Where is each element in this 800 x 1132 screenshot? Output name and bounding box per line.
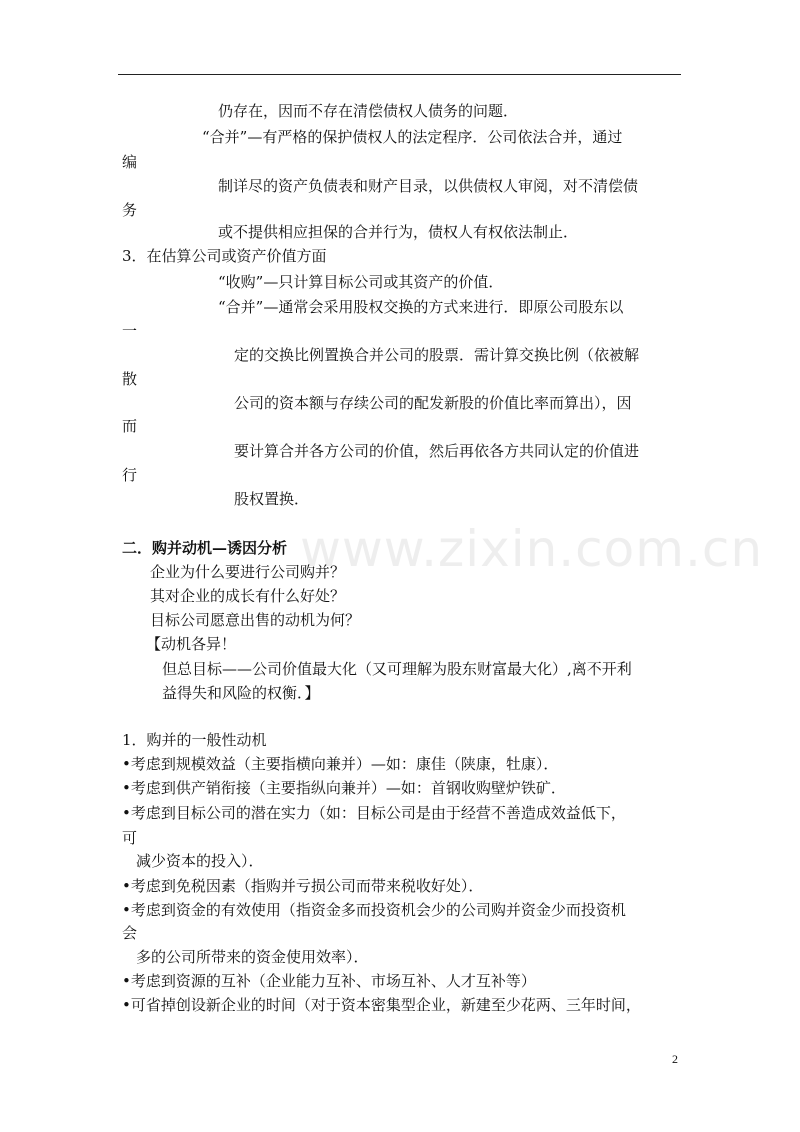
text-line: 股权置换． [234,490,310,508]
text-line: 制详尽的资产负债表和财产目录，以供债权人审阅，对不清偿债 [218,177,639,195]
text-line: 多的公司所带来的资金使用效率）． [136,948,369,966]
text-line: 一 [122,322,138,340]
text-line: 企业为什么要进行公司购并？ [150,563,346,581]
text-line: 编 [122,153,138,171]
text-line: 会 [122,924,138,942]
text-line: 【动机各异！ [146,635,237,653]
list-item: •考虑到供产销衔接（主要指纵向兼并）—如：首钢收购壁炉铁矿． [122,779,566,797]
text-line: 而 [122,417,138,435]
text-line: “合并”—通常会采用股权交换的方式来进行．即原公司股东以 [218,298,624,316]
text-line: 务 [122,201,138,219]
text-line: 其对企业的成长有什么好处？ [150,587,346,605]
page-number: 2 [672,1052,678,1066]
section-title: 二．购并动机—诱因分析 [122,539,288,557]
section-heading: 1．购并的一般性动机 [122,731,267,749]
text-line: 目标公司愿意出售的动机为何？ [150,611,361,629]
text-line: 散 [122,370,138,388]
text-line: 益得失和风险的权衡．】 [162,684,320,702]
section-heading: 3．在估算公司或资产价值方面 [122,247,327,265]
list-item: •考虑到资金的有效使用（指资金多而投资机会少的公司购并资金少而投资机 [122,901,626,919]
list-item: •考虑到资源的互补（企业能力互补、市场互补、人才互补等） [122,972,536,990]
text-line: 仍存在，因而不存在清偿债权人债务的问题． [218,102,519,120]
text-line: 减少资本的投入）． [136,852,264,870]
list-item: •可省掉创设新企业的时间（对于资本密集型企业，新建至少花两、三年时间， [122,996,641,1014]
text-line: 要计算合并各方公司的价值，然后再依各方共同认定的价值进 [234,442,640,460]
text-line: 定的交换比例置换合并公司的股票．需计算交换比例（依被解 [234,346,640,364]
list-item: •考虑到目标公司的潜在实力（如：目标公司是由于经营不善造成效益低下， [122,804,626,822]
watermark: www.zixin.com.cn [300,520,764,578]
list-item: •考虑到规模效益（主要指横向兼并）—如：康佳（陕康，牡康）． [122,755,559,773]
text-line: “合并”—有严格的保护债权人的法定程序．公司依法合并，通过 [202,128,623,146]
list-item: •考虑到免税因素（指购并亏损公司而带来税收好处）． [122,877,484,895]
text-line: 或不提供相应担保的合并行为，债权人有权依法制止． [218,223,579,241]
text-line: 行 [122,466,138,484]
text-line: “收购”—只计算目标公司或其资产的价值． [218,273,504,291]
text-line: 公司的资本额与存续公司的配发新股的价值比率而算出），因 [234,394,632,412]
text-line: 但总目标——公司价值最大化（又可理解为股东财富最大化）,离不开利 [162,660,632,678]
text-line: 可 [122,829,138,847]
header-rule [118,74,681,75]
